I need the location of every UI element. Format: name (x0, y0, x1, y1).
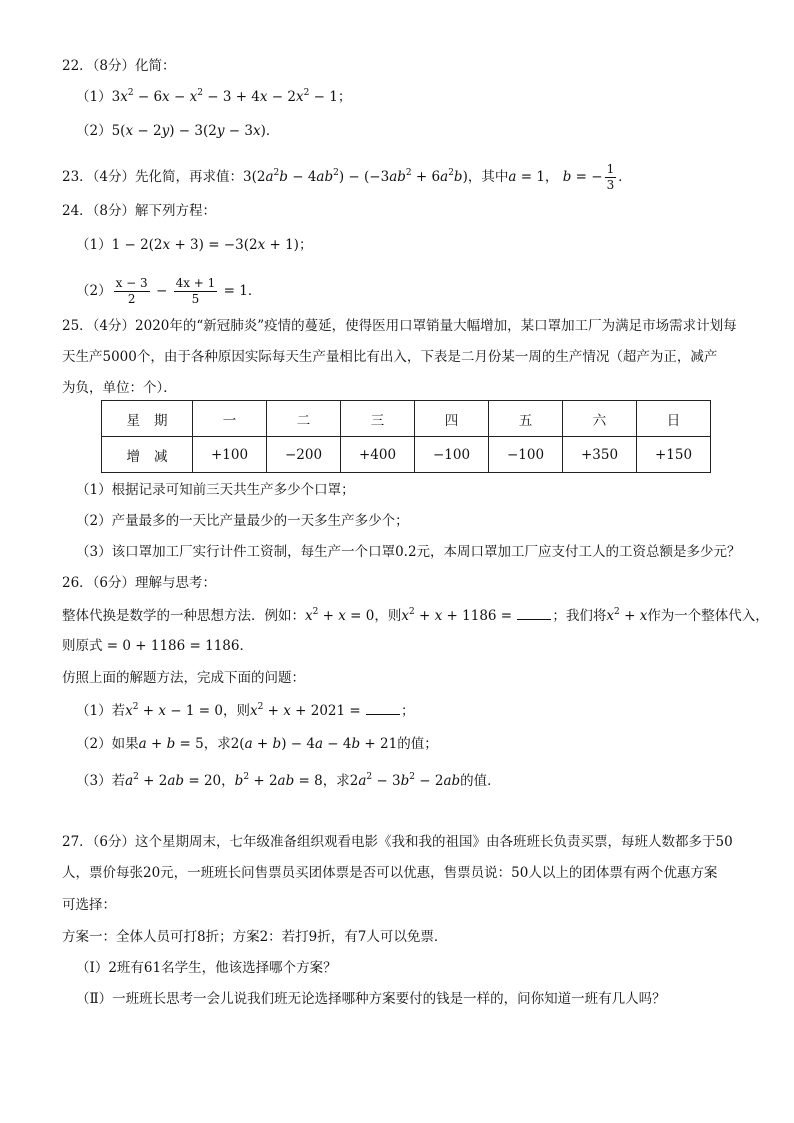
table-header-change: 增减 (102, 437, 193, 473)
q22-sub1: $(1)3x^2 - 6x - x^2 - 3 + 4x - 2x^2 - 1$； (76, 88, 352, 105)
table-cell-day: 一 (193, 401, 267, 437)
q23-heading: 23．（4分）先化简，再求值：$3(2a^2b - 4ab^2) - (-3ab^2 + 6a^2b)$，其中a = 1， b = − $\frac{1}{3}$ ． (62, 162, 632, 192)
q27-line2: 人，票价每张20元，一班班长问售票员买团体票是否可以优惠，售票员说：50人以上的团体票有两个优惠方案 (62, 865, 718, 881)
q24-fraction-1: $\frac{x - 3}{2}$ (115, 276, 148, 306)
q27-line3: 可选择： (62, 897, 116, 913)
table-row-weekday (102, 401, 711, 437)
q24-fraction-2: $\frac{4x + 1}{5}$ (175, 276, 216, 306)
q26-intro: 整体代换是数学的一种思想方法．例如：$x^2 + x = 0$，则$x^2 + x + 1186$ = ；我们将$x^2 + x$作为一个整体代入， (62, 607, 769, 624)
table-cell-value: −200 (267, 437, 341, 473)
q26-line3: 仿照上面的解题方法，完成下面的问题： (62, 670, 305, 686)
q25-line1: 25．（4分）2020年的“新冠肺炎”疫情的蔓延，使得医用口罩销量大幅增加，某口罩加工厂为满足市场需求计划每 (62, 318, 737, 334)
table-cell-day: 四 (415, 401, 489, 437)
table-cell-value: +400 (341, 437, 415, 473)
production-table (101, 400, 711, 473)
answer-blank[interactable] (366, 700, 400, 715)
table-cell-day: 六 (563, 401, 637, 437)
q22-heading: 22．（8分）化简： (62, 58, 176, 74)
q27-line4: 方案一：全体人员可打8折；方案2：若打9折，有7人可以免票． (62, 929, 448, 945)
table-cell-value: +100 (193, 437, 267, 473)
q26-sub2: （2）如果a + b = 5，求2(a + b) − 4a − 4b + 21的值； (76, 736, 438, 752)
q26-line2: 则原式 = 0 + 1186 = 1186． (62, 638, 253, 654)
q27-sub1: （Ⅰ）2班有61名学生，他该选择哪个方案？ (76, 960, 337, 976)
table-cell-value: −100 (489, 437, 563, 473)
q25-sub3: （3）该口罩加工厂实行计件工资制，每生产一个口罩0.2元，本周口罩加工厂应支付工人的工资总额是多少元？ (76, 544, 741, 560)
q24-sub1: （1）1 − 2(2x + 3) = −3(2x + 1)； (76, 237, 313, 253)
table-cell-day: 二 (267, 401, 341, 437)
table-cell-value: −100 (415, 437, 489, 473)
table-cell-value: +150 (637, 437, 711, 473)
table-cell-day: 三 (341, 401, 415, 437)
q27-sub2: （Ⅱ）一班班长思考一会儿说我们班无论选择哪种方案要付的钱是一样的，问你知道一班有几人吗？ (76, 991, 666, 1007)
table-cell-value: +350 (563, 437, 637, 473)
q26-heading: 26．（6分）理解与思考： (62, 575, 217, 591)
q25-line3: 为负，单位：个）． (62, 380, 177, 396)
q25-sub2: （2）产量最多的一天比产量最少的一天多生产多少个； (76, 513, 409, 529)
q24-sub2: （2） $\frac{x - 3}{2}$ − $\frac{4x + 1}{5}$ = 1． (76, 276, 262, 306)
q24-heading: 24．（8分）解下列方程： (62, 203, 217, 219)
table-header-weekday: 星期 (102, 401, 193, 437)
q23-fraction: $\frac{1}{3}$ (606, 162, 615, 192)
q25-sub1: （1）根据记录可知前三天共生产多少个口罩； (76, 482, 355, 498)
q22-sub2: （2）5(x − 2y) − 3(2y − 3x)． (76, 123, 280, 139)
answer-blank[interactable] (517, 605, 551, 620)
q26-sub3: （3）若$a^2 + 2ab = 20$，$b^2 + 2ab = 8$，求$2a^2 - 3b^2 - 2ab$的值． (76, 772, 501, 789)
table-cell-day: 五 (489, 401, 563, 437)
q26-sub1: （1）若$x^2 + x - 1 = 0$，则$x^2 + x + 2021$ = ； (76, 702, 415, 719)
table-row-change (102, 437, 711, 473)
q25-line2: 天生产5000个，由于各种原因实际每天生产量相比有出入，下表是二月份某一周的生产情况（超产为正，减产 (62, 349, 718, 365)
table-cell-day: 日 (637, 401, 711, 437)
q27-line1: 27．（6分）这个星期周末，七年级准备组织观看电影《我和我的祖国》由各班班长负责买票，每班人数都多于50 (62, 834, 733, 850)
